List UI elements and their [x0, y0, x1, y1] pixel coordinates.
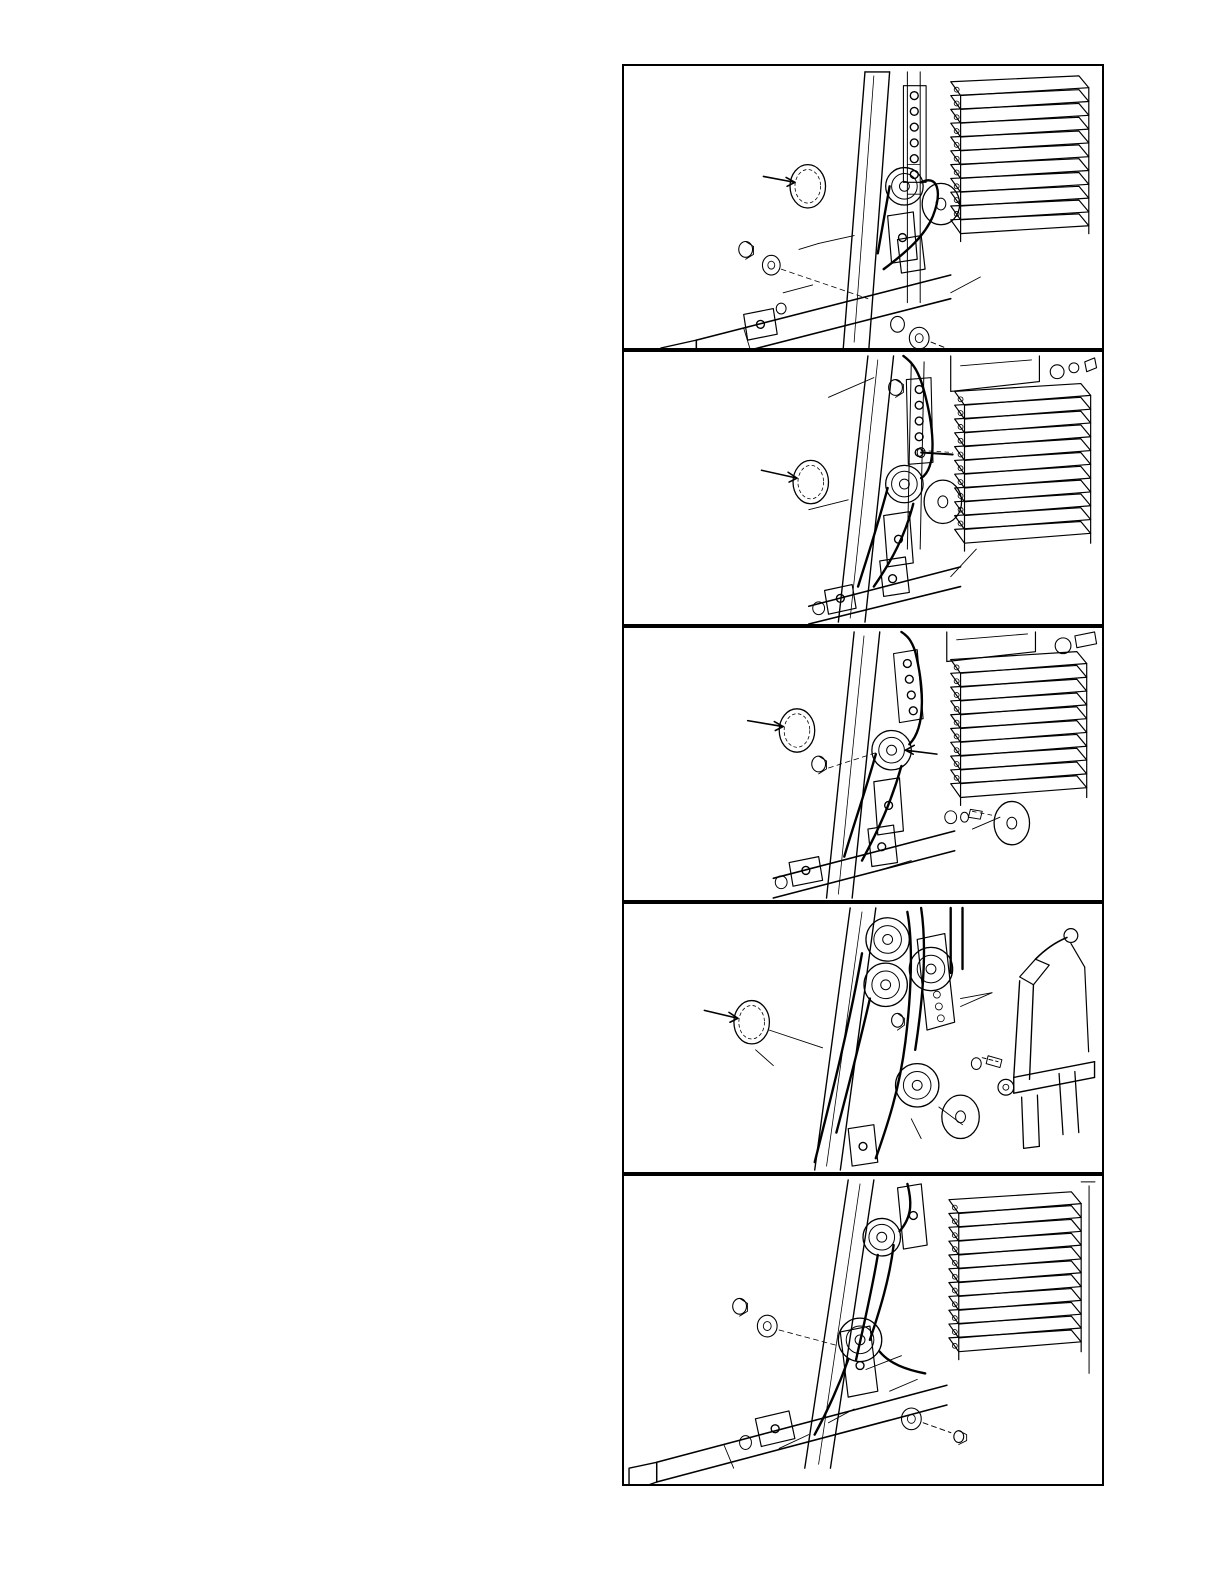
figure-panel-1 [622, 64, 1104, 350]
figure-panel-2 [622, 350, 1104, 626]
figure-panel-5 [622, 1174, 1104, 1486]
figure-column [622, 64, 1104, 1486]
figure-panel-4 [622, 902, 1104, 1174]
figure-panel-3 [622, 626, 1104, 902]
